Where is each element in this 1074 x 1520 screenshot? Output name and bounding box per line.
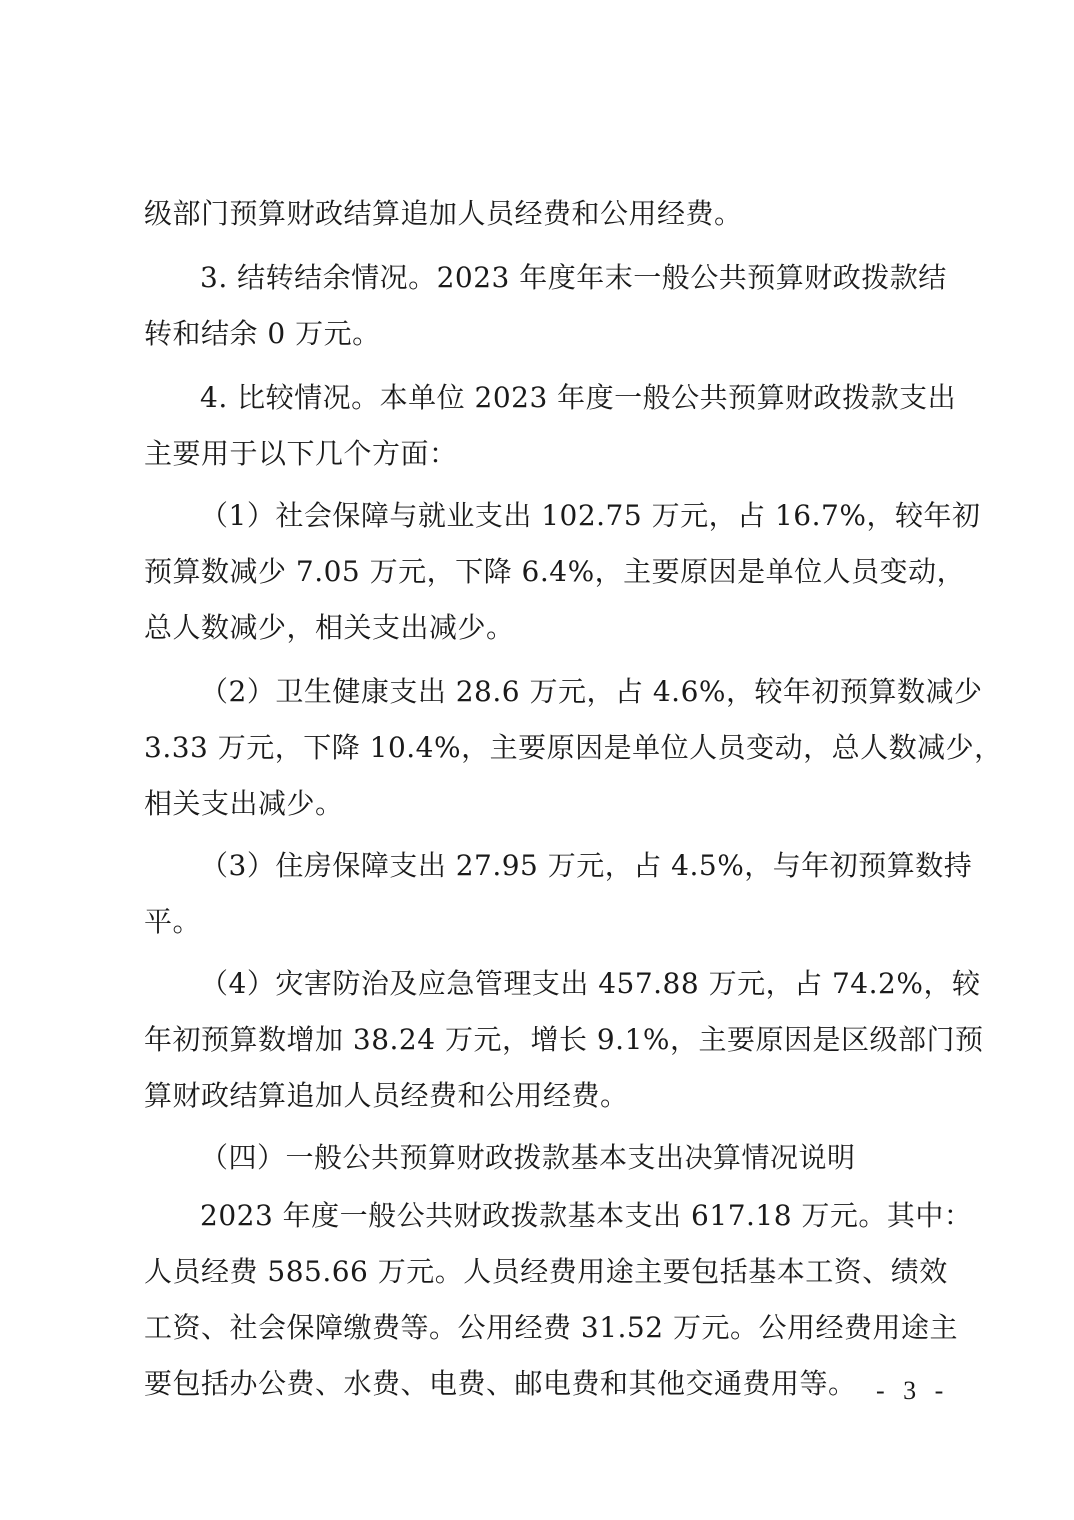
text-line: 级部门预算财政结算追加人员经费和公用经费。 bbox=[144, 197, 743, 230]
text-line: （4）灾害防治及应急管理支出 457.88 万元，占 74.2%，较 bbox=[200, 967, 981, 1000]
text-line: 3.33 万元，下降 10.4%，主要原因是单位人员变动，总人数减少， bbox=[144, 731, 1003, 764]
text-line: 工资、社会保障缴费等。公用经费 31.52 万元。公用经费用途主 bbox=[144, 1311, 958, 1344]
text-line: （1）社会保障与就业支出 102.75 万元，占 16.7%，较年初 bbox=[200, 499, 981, 532]
text-line: 主要用于以下几个方面： bbox=[144, 437, 458, 470]
text-line: 年初预算数增加 38.24 万元，增长 9.1%，主要原因是区级部门预 bbox=[144, 1023, 984, 1056]
text-line: 3. 结转结余情况。2023 年度年末一般公共预算财政拨款结 bbox=[200, 261, 947, 294]
text-line: （2）卫生健康支出 28.6 万元，占 4.6%，较年初预算数减少 bbox=[200, 675, 983, 708]
text-line: （3）住房保障支出 27.95 万元，占 4.5%，与年初预算数持 bbox=[200, 849, 973, 882]
text-line: 人员经费 585.66 万元。人员经费用途主要包括基本工资、绩效 bbox=[144, 1255, 948, 1288]
text-line: 相关支出减少。 bbox=[144, 787, 344, 820]
text-line: 平。 bbox=[144, 905, 202, 938]
text-line: 要包括办公费、水费、电费、邮电费和其他交通费用等。 bbox=[144, 1367, 857, 1400]
page-number: - 3 - bbox=[876, 1376, 950, 1405]
section-heading: （四）一般公共预算财政拨款基本支出决算情况说明 bbox=[200, 1141, 856, 1174]
text-line: 预算数减少 7.05 万元，下降 6.4%，主要原因是单位人员变动， bbox=[144, 555, 966, 588]
text-line: 总人数减少，相关支出减少。 bbox=[144, 611, 515, 644]
text-line: 2023 年度一般公共财政拨款基本支出 617.18 万元。其中： bbox=[200, 1199, 973, 1232]
text-line: 4. 比较情况。本单位 2023 年度一般公共预算财政拨款支出 bbox=[200, 381, 957, 414]
text-line: 算财政结算追加人员经费和公用经费。 bbox=[144, 1079, 629, 1112]
text-line: 转和结余 0 万元。 bbox=[144, 317, 381, 350]
